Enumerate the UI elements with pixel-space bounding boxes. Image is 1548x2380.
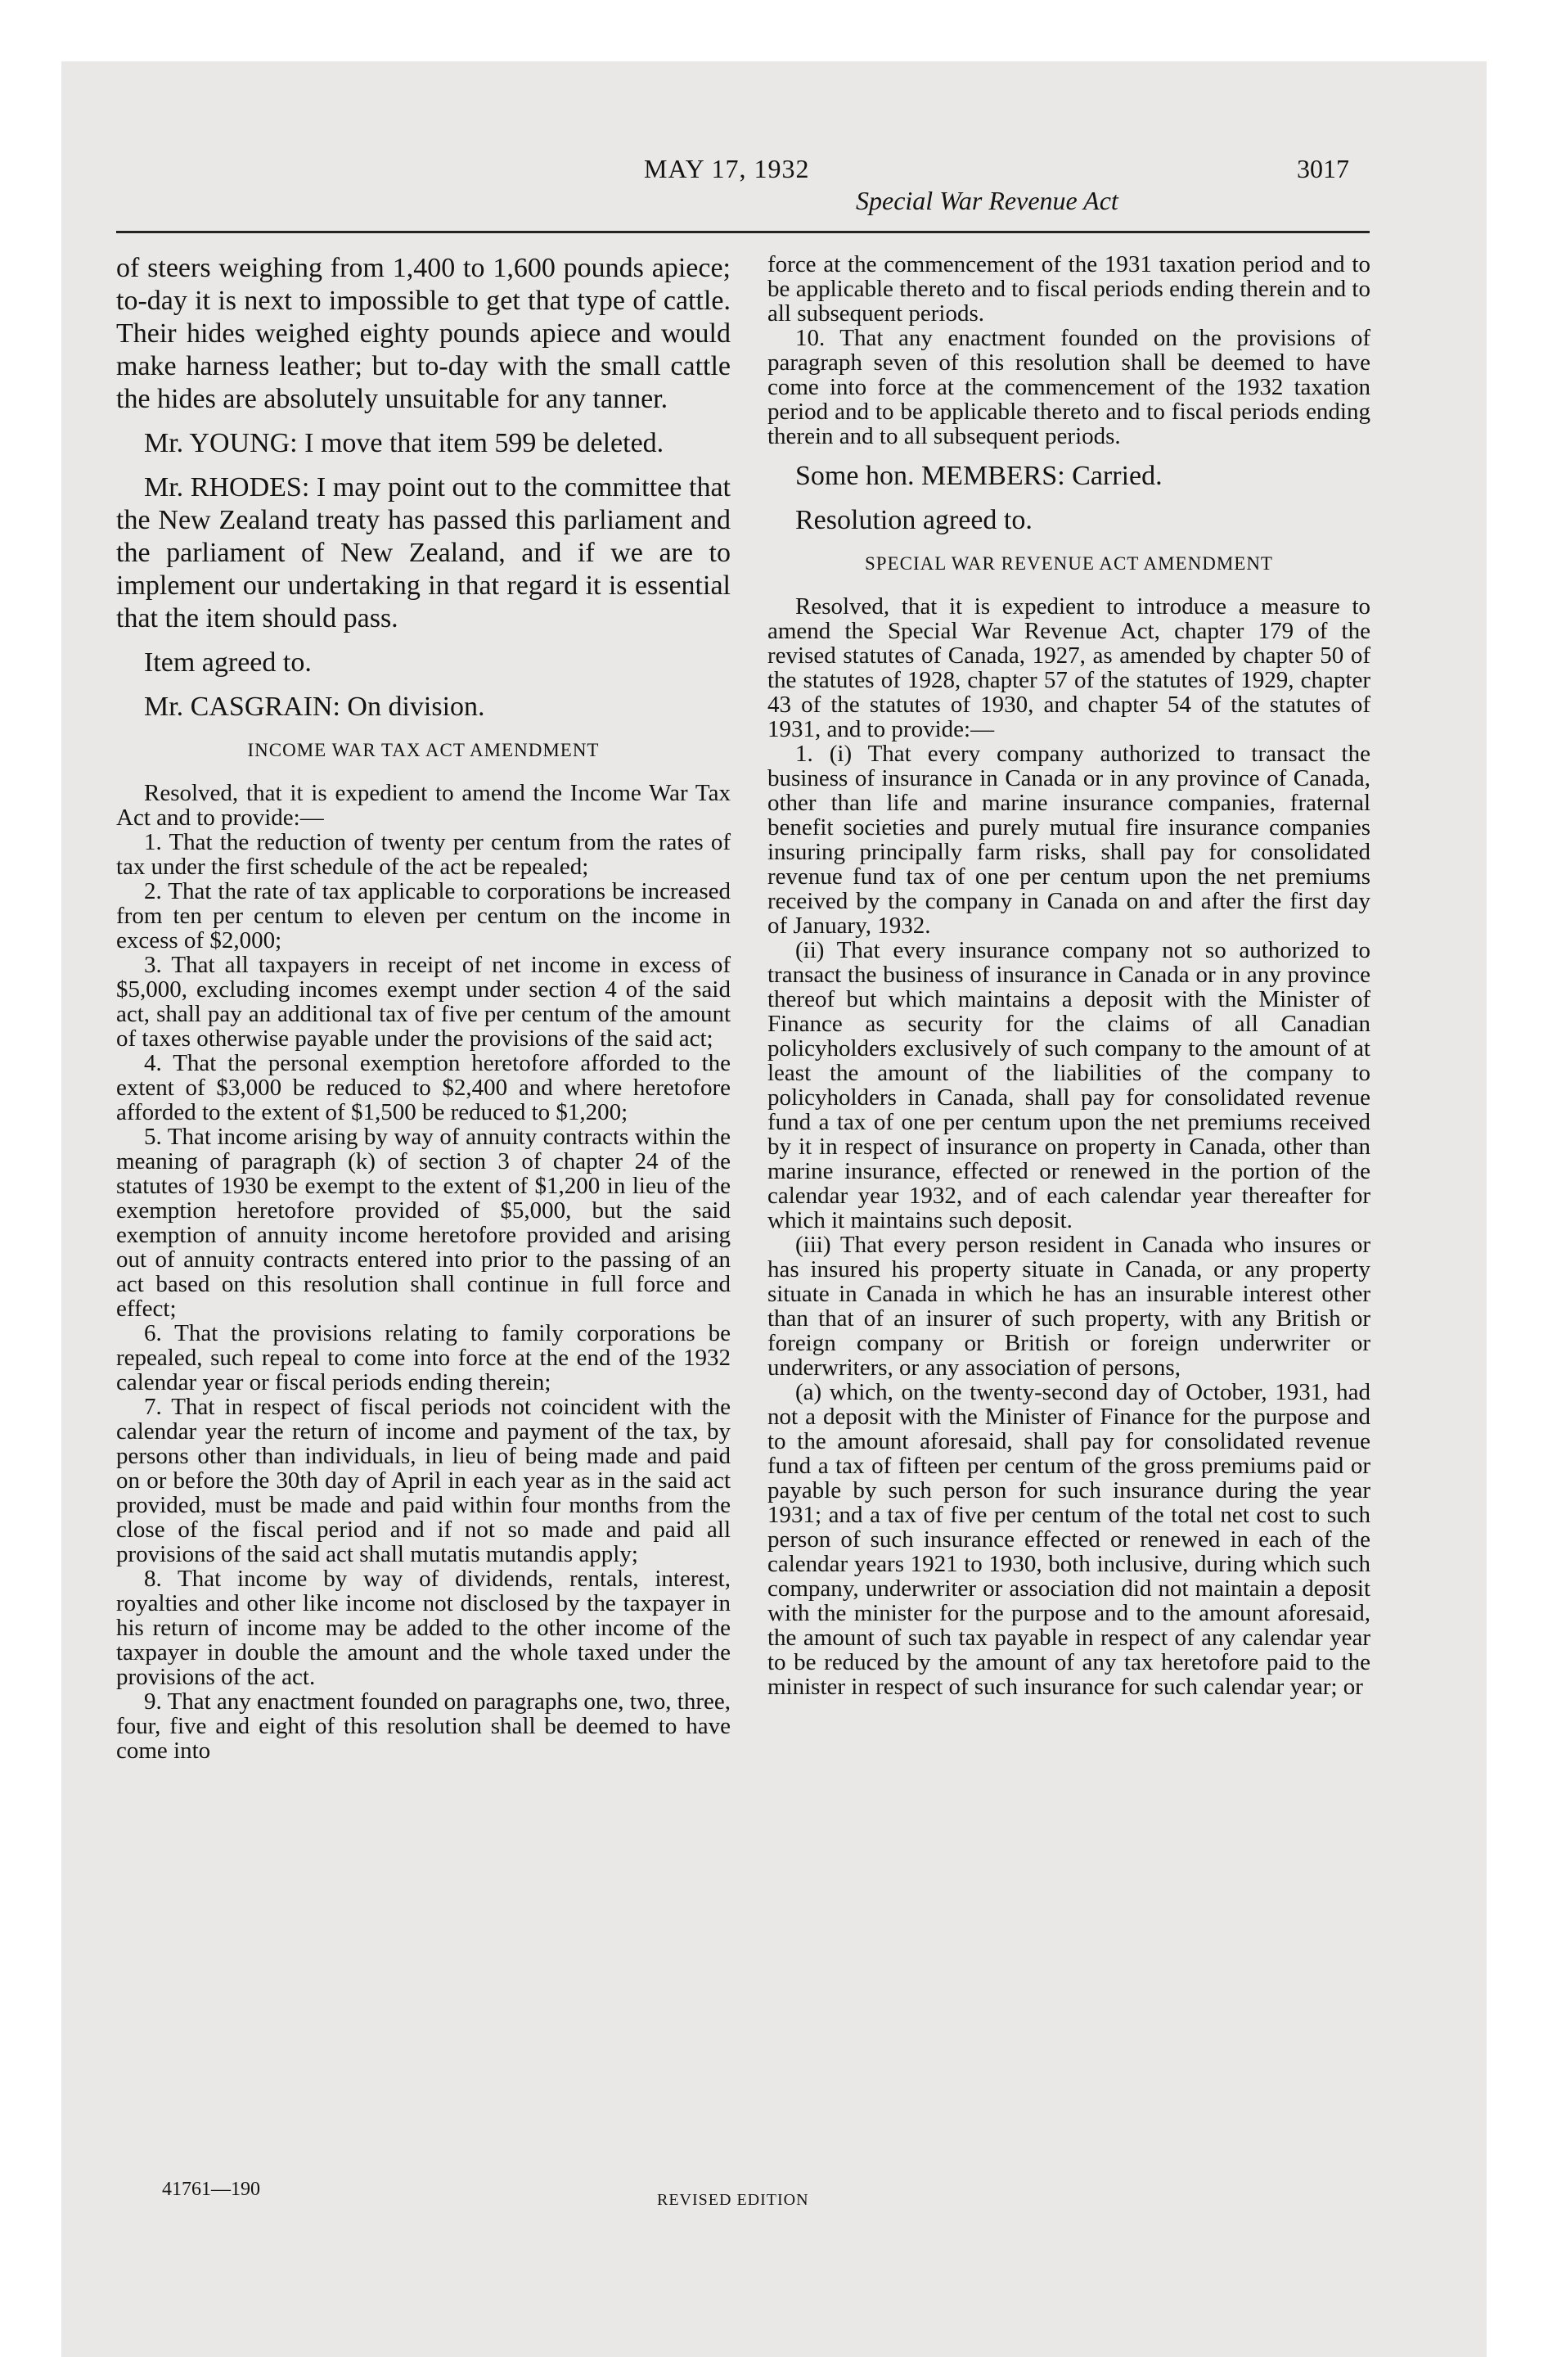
paragraph: Mr. YOUNG: I move that item 599 be deleted. — [144, 428, 664, 458]
header-rule — [116, 231, 1370, 233]
paragraph: Some hon. MEMBERS: Carried. — [795, 461, 1163, 491]
resolution-item: 5. That income arising by way of annuity contracts within the meaning of paragraph (k) of section 3 of chapter 24 of the statutes of 1930 be exempt to the extent of $1,200 in lieu of the exemption heretofore provided of $5,000, but the said exemption of annuity income heretofore provided and arising out of annuity contracts entered into prior to the passing of an act based on this resolution shall continue in full force and effect; — [116, 1124, 731, 1322]
section-heading: INCOME WAR TAX ACT AMENDMENT — [247, 740, 600, 760]
resolution-item: 6. That the provisions relating to family corporations be repealed, such repeal to come into force at the end of the 1932 calendar year or fiscal periods ending therein; — [116, 1320, 731, 1395]
resolution-text: Resolved, that it is expedient to introduce a measure to amend the Special War Revenue Act, chapter 179 of the revised statutes of Canada, 1927, as amended by chapter 50 of the statutes of 1928, chapter 57 of the statutes of 1929, chapter 43 of the statutes of 1930, and chapter 54 of the statutes of 1931, and to provide:— — [767, 593, 1370, 742]
paragraph: Mr. CASGRAIN: On division. — [144, 692, 485, 722]
edition-label: REVISED EDITION — [657, 2191, 809, 2209]
paragraph: Mr. RHODES: I may point out to the committee that the New Zealand treaty has passed this parliament and the parliament of New Zealand, and if we are to implement our undertaking in that regard it is essential that the item should pass. — [116, 472, 731, 633]
resolution-text: Resolved, that it is expedient to amend the Income War Tax Act and to provide:— — [116, 780, 731, 831]
resolution-item: 9. That any enactment founded on paragraphs one, two, three, four, five and eight of this resolution shall be deemed to have come into — [116, 1688, 731, 1764]
left-column — [116, 252, 731, 1763]
header-date: MAY 17, 1932 — [644, 154, 810, 183]
resolution-item: 3. That all taxpayers in receipt of net income in excess of $5,000, excluding incomes exempt under section 4 of the said act, shall pay an additional tax of five per centum of the amount of taxes otherwise payable under the provisions of the said act; — [116, 952, 731, 1052]
resolution-item: 4. That the personal exemption heretofore afforded to the extent of $3,000 be reduced to $2,400 and where heretofore afforded to the extent of $1,500 be reduced to $1,200; — [116, 1050, 731, 1125]
paragraph: of steers weighing from 1,400 to 1,600 pounds apiece; to-day it is next to impossible to get that type of cattle. Their hides weighed eighty pounds apiece and would make harness leather; but to-day with the small cattle the hides are absolutely unsuitable for any tanner. — [116, 253, 731, 414]
section-heading: SPECIAL WAR REVENUE ACT AMENDMENT — [865, 553, 1273, 574]
resolution-item: 10. That any enactment founded on the provisions of paragraph seven of this resolution shall be deemed to have come into force at the commencement of the 1932 taxation period and to be applicable thereto and to fiscal periods ending therein and to all subsequent periods. — [767, 325, 1370, 449]
resolution-item: (a) which, on the twenty-second day of October, 1931, had not a deposit with the Minister of Finance for the purpose and to the amount aforesaid, shall pay for consolidated revenue fund a tax of fifteen per centum of the gross premiums paid or payable by such person for such insurance during the year 1931; and a tax of five per centum of the total net cost to such person of such insurance effected or renewed in each of the calendar years 1921 to 1930, both inclusive, during which such company, underwriter or association did not maintain a deposit with the minister for the purpose and to the amount aforesaid, the amount of such tax payable in respect of any calendar year to be reduced by the amount of any tax heretofore paid to the minister in respect of such insurance for such calendar year; or — [767, 1379, 1370, 1700]
resolution-item: 2. That the rate of tax applicable to corporations be increased from ten per centum to eleven per centum on the income in excess of $2,000; — [116, 878, 731, 953]
resolution-item: 8. That income by way of dividends, rentals, interest, royalties and other like income not disclosed by the taxpayer in his return of income may be added to the other income of the taxpayer in double the amount and the whole taxed under the provisions of the act. — [116, 1566, 731, 1690]
right-column — [767, 252, 1370, 1699]
resolution-item: 1. That the reduction of twenty per centum from the rates of tax under the first schedule of the act be repealed; — [116, 829, 731, 880]
page-number: 3017 — [1297, 154, 1349, 183]
resolution-item: 1. (i) That every company authorized to transact the business of insurance in Canada or in any province of Canada, other than life and marine insurance companies, fraternal benefit societies and purely mutual fire insurance companies insuring principally farm risks, shall pay for consolidated revenue fund tax of one per centum upon the net premiums received by the company in Canada on and after the first day of January, 1932. — [767, 741, 1370, 939]
paragraph: Resolution agreed to. — [795, 505, 1033, 535]
print-code: 41761—190 — [162, 2179, 260, 2200]
paragraph: Item agreed to. — [144, 647, 312, 678]
resolution-item: (iii) That every person resident in Canada who insures or has insured his property situate in Canada, or any property situate in Canada in which he has an insurable interest other than that of an insurer of such property, with any British or foreign company or British or foreign underwriter or underwriters, or any association of persons, — [767, 1232, 1370, 1381]
resolution-item: (ii) That every insurance company not so authorized to transact the business of insurance in Canada or in any province thereof but which maintains a deposit with the Minister of Finance as security for the claims of all Canadian policyholders exclusively of such company to the amount of at least the amount of the liabilities of the company to policyholders in Canada, shall pay for consolidated revenue fund a tax of one per centum upon the net premiums received by it in respect of insurance on property in Canada, other than marine insurance, effected or renewed in the portion of the calendar year 1932, and of each calendar year thereafter for which it maintains such deposit. — [767, 937, 1370, 1233]
running-title: Special War Revenue Act — [856, 186, 1118, 215]
resolution-item: 7. That in respect of fiscal periods not coincident with the calendar year the return of income and payment of the tax, by persons other than individuals, in lieu of being made and paid on or before the 30th day of April in each year as in the said act provided, must be made and paid within four months from the close of the fiscal period and if not so made and paid all provisions of the said act shall mutatis mutandis apply; — [116, 1394, 731, 1567]
resolution-text: force at the commencement of the 1931 taxation period and to be applicable thereto and to fiscal periods ending therein and to all subsequent periods. — [767, 251, 1370, 327]
